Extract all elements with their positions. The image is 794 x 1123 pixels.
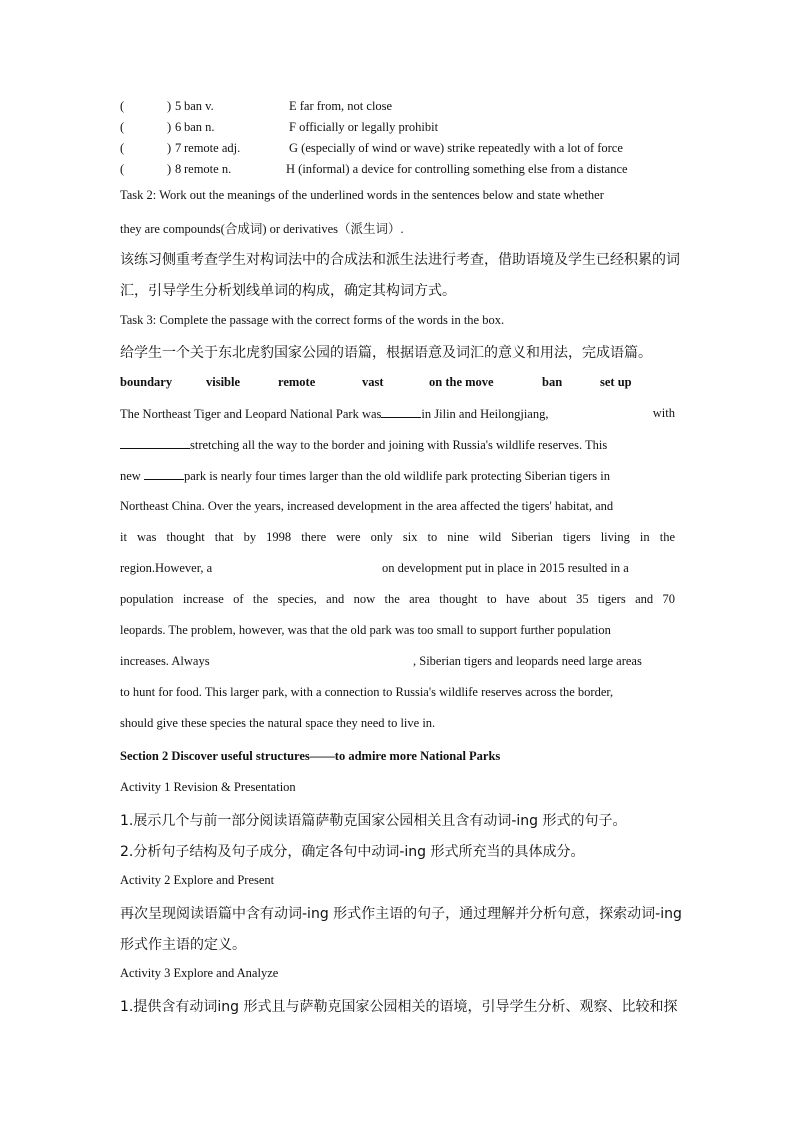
word-box-item: vast bbox=[362, 375, 384, 389]
section2-title: Section 2 Discover useful structures——to admire more National Parks bbox=[120, 749, 501, 763]
activity-1-item: 1.展示几个与前一部分阅读语篇萨勒克国家公园相关且含有动词-ing 形式的句子。 bbox=[120, 813, 627, 829]
passage-line: increases. Always , Siberian tigers and leopards need large areas bbox=[120, 654, 642, 668]
word-box-item: ban bbox=[542, 375, 563, 389]
passage-line: new park is nearly four times larger than the old wildlife park protecting Siberian tigers in bbox=[120, 469, 610, 483]
task3-instruction: Task 3: Complete the passage with the correct forms of the words in the box. bbox=[120, 313, 505, 327]
passage-line: The Northeast Tiger and Leopard National Park was in Jilin and Heilongjiang, with bbox=[120, 406, 675, 421]
word-box bbox=[120, 375, 675, 391]
activity-3-heading: Activity 3 Explore and Analyze bbox=[120, 966, 279, 980]
matching-answer-blank[interactable]: ) bbox=[167, 99, 172, 113]
word-box-item: visible bbox=[206, 375, 241, 389]
activity-1-heading: Activity 1 Revision & Presentation bbox=[120, 780, 296, 794]
passage-line: leopards. The problem, however, was that the old park was too small to support further population bbox=[120, 623, 611, 637]
word-box-item: boundary bbox=[120, 375, 173, 389]
passage-line: to hunt for food. This larger park, with a connection to Russia's wildlife reserves across the border, bbox=[120, 685, 614, 699]
matching-answer-blank[interactable]: ) bbox=[167, 162, 172, 176]
activity-3-item: 1.提供含有动词ing 形式且与萨勒克国家公园相关的语境，引导学生分析、观察、比较和探 bbox=[120, 999, 678, 1015]
task2-instruction-cont: they are compounds(合成词) or derivatives（派生词）. bbox=[120, 222, 404, 236]
task2-note-cont: 汇，引导学生分析划线单词的构成，确定其构词方式。 bbox=[120, 283, 456, 299]
word-box-item: remote bbox=[278, 375, 316, 389]
activity-2-text-cont: 形式作主语的定义。 bbox=[120, 937, 246, 953]
activity-2-text: 再次呈现阅读语篇中含有动词-ing 形式作主语的句子，通过理解并分析句意，探索动词-ing bbox=[120, 906, 682, 922]
passage-line: it was thought that by 1998 there were only six to nine wild Siberian tigers living in the bbox=[120, 530, 675, 544]
passage-line: region.However, a on development put in place in 2015 resulted in a bbox=[120, 561, 629, 575]
passage-line: Northeast China. Over the years, increased development in the area affected the tigers' habitat, and bbox=[120, 499, 614, 513]
task2-note: 该练习侧重考查学生对构词法中的合成法和派生法进行考查，借助语境及学生已经积累的词 bbox=[120, 252, 680, 268]
task2-instruction: Task 2: Work out the meanings of the underlined words in the sentences below and state whether bbox=[120, 188, 604, 202]
passage-blank[interactable] bbox=[120, 437, 190, 449]
matching-answer-blank[interactable]: ) bbox=[167, 120, 172, 134]
passage-line: population increase of the species, and now the area thought to have about 35 tigers and 70 bbox=[120, 592, 675, 606]
passage-blank[interactable] bbox=[144, 468, 184, 480]
passage-blank[interactable] bbox=[381, 406, 421, 418]
word-box-item: on the move bbox=[429, 375, 494, 389]
passage-line: stretching all the way to the border and joining with Russia's wildlife reserves. This bbox=[120, 437, 607, 453]
word-box-item: set up bbox=[600, 375, 632, 389]
task3-note: 给学生一个关于东北虎豹国家公园的语篇，根据语意及词汇的意义和用法，完成语篇。 bbox=[120, 345, 652, 361]
activity-2-heading: Activity 2 Explore and Present bbox=[120, 873, 275, 887]
activity-1-item: 2.分析句子结构及句子成分，确定各句中动词-ing 形式所充当的具体成分。 bbox=[120, 844, 585, 860]
passage-line: should give these species the natural space they need to live in. bbox=[120, 716, 436, 730]
matching-answer-blank[interactable]: ) bbox=[167, 141, 172, 155]
